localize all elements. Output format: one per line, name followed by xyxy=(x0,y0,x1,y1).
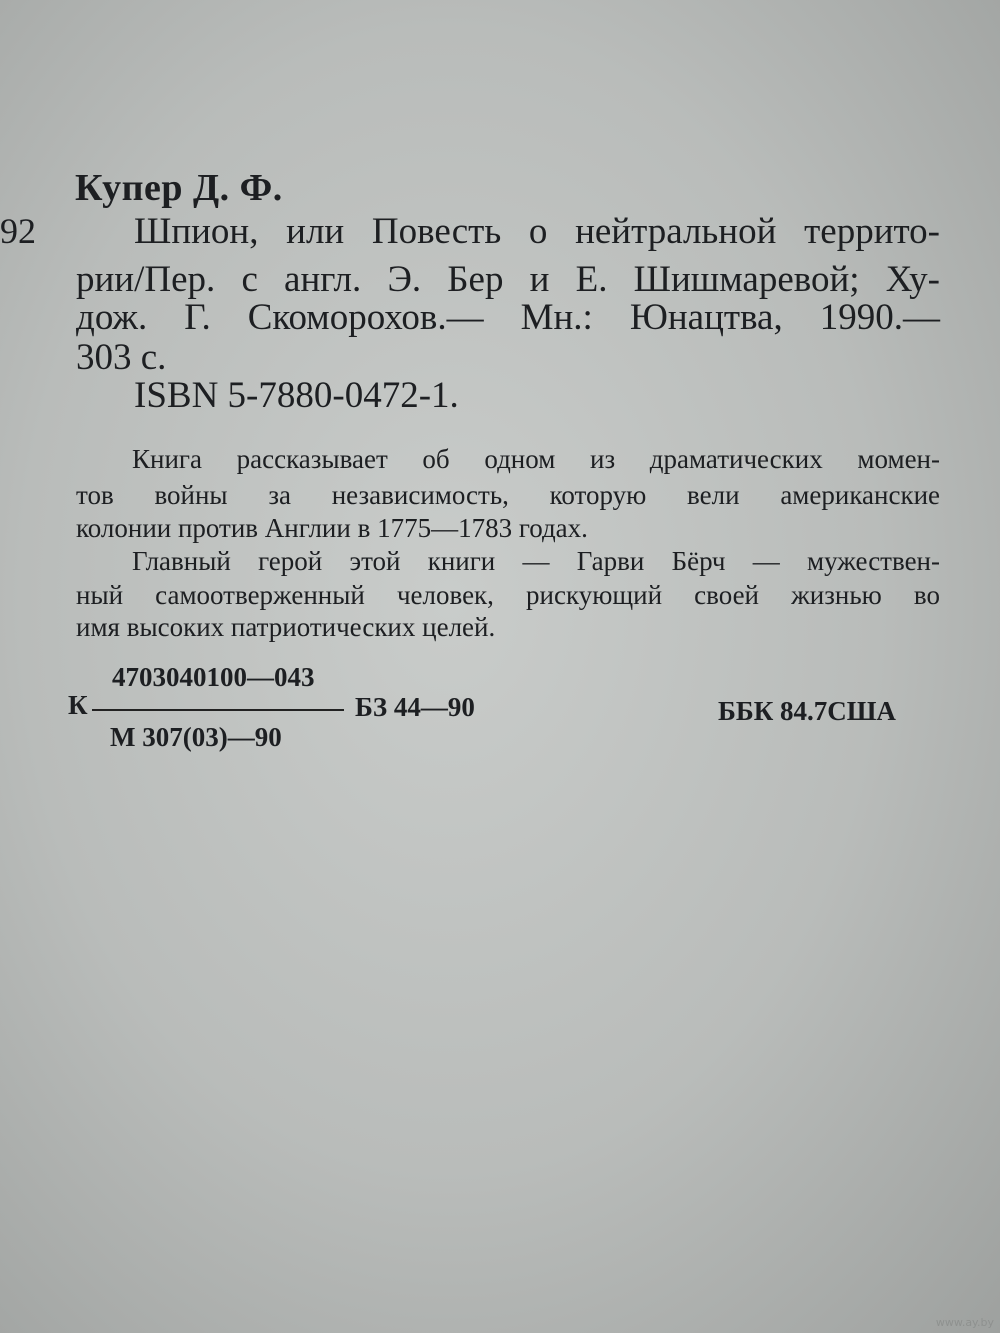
annotation-line-2: тов войны за независимость, которую вели американские xyxy=(76,480,940,510)
watermark: www.ay.by xyxy=(935,1316,994,1329)
bbk-code: ББК 84.7США xyxy=(718,696,896,726)
catalog-index: 92 xyxy=(0,211,36,251)
code-denominator: М 307(03)—90 xyxy=(110,722,282,752)
annotation-line-3: колонии против Англии в 1775—1783 годах. xyxy=(76,513,588,543)
code-bz: БЗ 44—90 xyxy=(355,692,475,722)
isbn: ISBN 5-7880-0472-1. xyxy=(134,375,459,416)
title-line-2: рии/Пер. с англ. Э. Бер и Е. Шишмаревой; Ху- xyxy=(76,259,940,300)
fraction-line xyxy=(92,709,344,711)
annotation-line-5: ный самоотверженный человек, рискующий своей жизнью во xyxy=(76,580,940,610)
title-line-1: Шпион, или Повесть о нейтральной террито- xyxy=(134,211,940,252)
title-line-3: дож. Г. Скоморохов.— Мн.: Юнацтва, 1990.— xyxy=(76,297,940,338)
title-line-4: 303 с. xyxy=(76,337,167,378)
annotation-line-1: Книга рассказывает об одном из драматических момен- xyxy=(132,444,940,474)
annotation-line-6: имя высоких патриотических целей. xyxy=(76,612,496,642)
code-numerator: 4703040100—043 xyxy=(112,662,315,692)
annotation-line-4: Главный герой этой книги — Гарви Бёрч — мужествен- xyxy=(132,546,940,576)
code-k-letter: К xyxy=(68,690,88,720)
author-name: Купер Д. Ф. xyxy=(75,167,283,209)
